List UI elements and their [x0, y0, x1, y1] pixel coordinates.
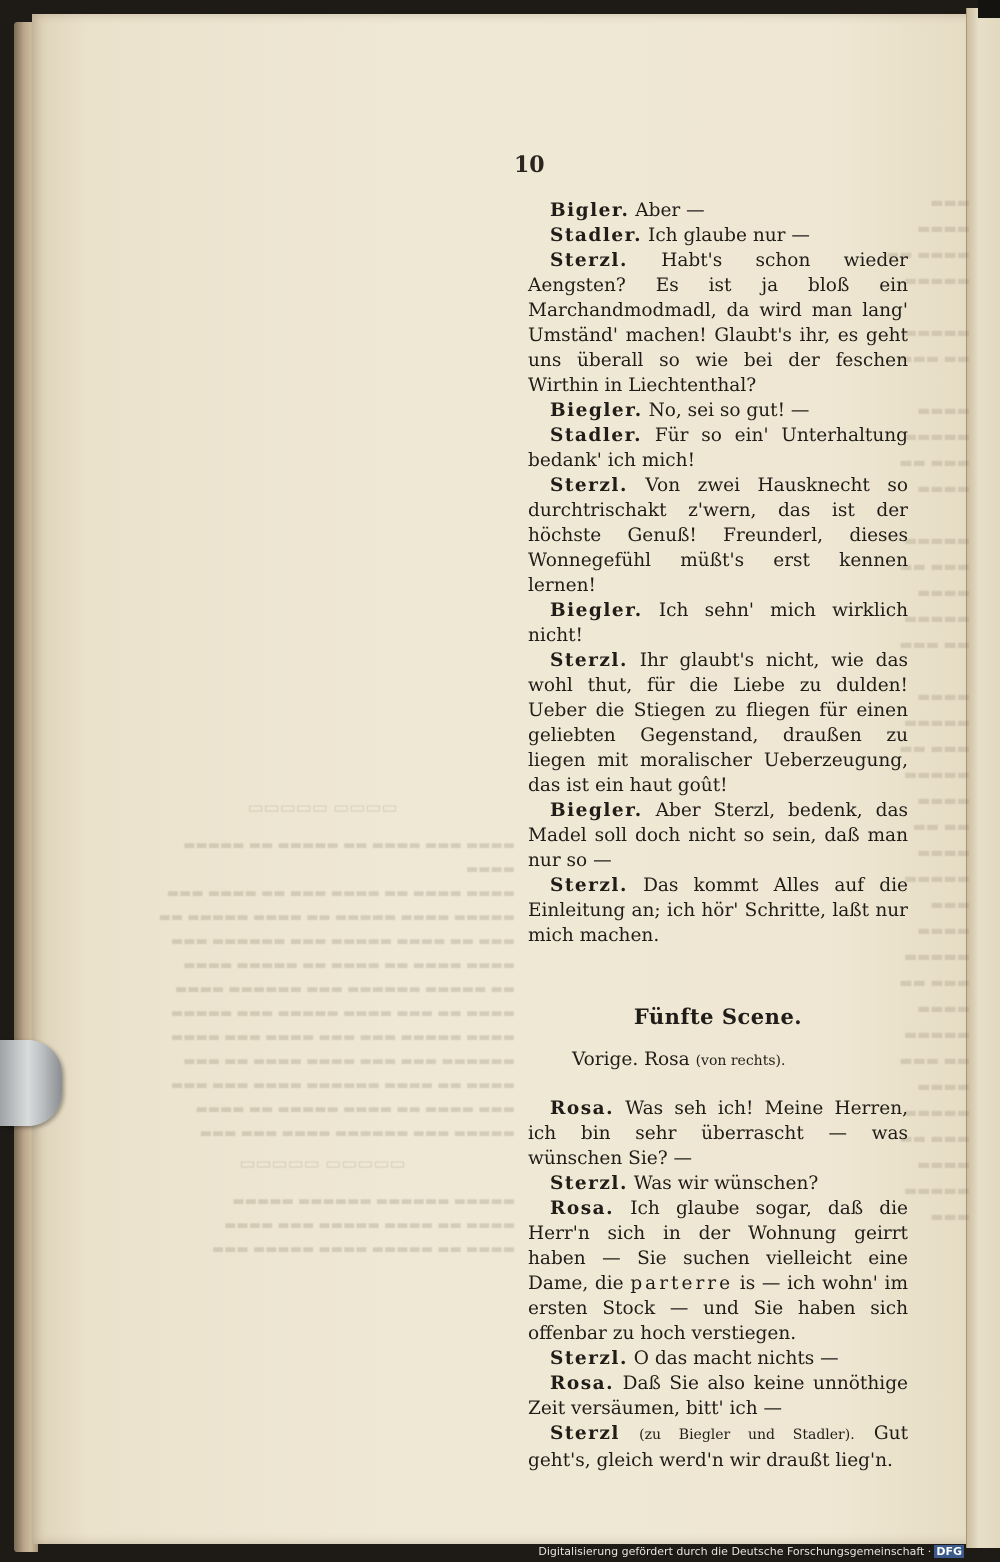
line-text: No, sei so gut! — — [648, 400, 810, 421]
footer-text: Digitalisierung gefördert durch die Deutsche Forschungsgemeinschaft · — [538, 1545, 932, 1558]
cast-line — [528, 1047, 908, 1074]
speaker-name: Sterzl. — [550, 1173, 628, 1194]
speaker-name: Sterzl — [550, 1423, 620, 1444]
dialogue-line — [528, 873, 908, 948]
line-text: Aber Sterzl, bedenk, das Madel soll doch nicht so sein, daß man nur so — — [528, 800, 908, 871]
speaker-name: Rosa. — [550, 1198, 615, 1219]
speaker-name: Rosa. — [550, 1373, 615, 1394]
bleed-through-text-right: ▬▬▬ ▬▬▬▬ ▬▬▬▬ ▬▬ ▬▬▬▬▬ ▬▬▬▬▬ ▬▬ ▬▬▬ ▬▬▬▬ ▬▬▬▬▬ ▬▬▬ ▬▬ ▬▬▬▬ ▬▬▬▬▬ ▬▬▬ ▬▬ ▬▬▬▬ ▬▬▬▬▬ ▬▬ ▬▬▬ ▬▬▬▬ ▬▬▬▬▬ ▬▬▬ ▬▬ ▬▬▬▬▬ ▬▬▬▬ ▬▬ ▬▬ ▬▬▬▬ ▬▬▬▬▬ ▬▬▬ ▬▬▬▬ ▬▬▬▬▬ ▬▬▬ ▬▬ ▬▬▬▬ ▬▬▬▬▬ ▬▬ ▬▬▬ ▬▬▬▬ ▬▬▬▬▬ ▬▬▬ ▬▬ ▬▬▬▬ ▬▬▬▬▬ ▬▬▬ — [886, 195, 970, 1225]
dialogue-line — [528, 223, 908, 248]
page-text — [528, 198, 908, 1473]
line-text: Für so ein' Unterhaltung bedank' ich mich! — [528, 425, 908, 471]
line-text: Was wir wünschen? — [633, 1173, 819, 1194]
dialogue-line — [528, 473, 908, 598]
line-text: Von zwei Hausknecht so durchtrischakt z'wern, das ist der höchste Genuß! Freunderl, dieses Wonnegefühl müßt's erst kennen lernen! — [528, 475, 908, 596]
dialogue-line — [528, 198, 908, 223]
dialogue-line — [528, 1096, 908, 1171]
dialogue-line — [528, 398, 908, 423]
line-text: Ich glaube nur — — [648, 225, 810, 246]
speaker-name: Biegler. — [550, 600, 643, 621]
line-text: Aber — — [635, 200, 705, 221]
speaker-name: Biegler. — [550, 400, 643, 421]
line-text: Ich sehn' mich wirklich nicht! — [528, 600, 908, 646]
page-clip — [0, 1040, 62, 1126]
cast-names: Vorige. Rosa — [572, 1049, 690, 1070]
speaker-name: Biegler. — [550, 800, 643, 821]
dialogue-line — [528, 798, 908, 873]
speaker-name: Sterzl. — [550, 1348, 628, 1369]
line-text: Habt's schon wieder Aengsten? Es ist ja bloß ein Marchandmodmadl, da wird man lang' Umständ' machen! Glaubt's ihr, es geht uns überall so wie bei der feschen Wirthin in Liechtenthal? — [528, 250, 908, 396]
scene-heading: Fünfte Scene. — [633, 1004, 803, 1029]
line-text: Ihr glaubt's nicht, wie das wohl thut, für die Liebe zu dulden! Ueber die Stiegen zu fliegen für einen geliebten Gegenstand, draußen zu liegen mit moralischer Ueberzeugung, das ist ein haut goût! — [528, 650, 908, 796]
dialogue-line — [528, 248, 908, 398]
line-text: Gut geht's, gleich werd'n wir draußt lieg'n. — [528, 1423, 909, 1471]
dialogue-line — [528, 1346, 908, 1371]
next-page-edge — [966, 8, 1000, 1548]
dfg-logo: DFG — [936, 1545, 962, 1558]
dialogue-line — [528, 1171, 908, 1196]
stage-direction: (von rechts). — [695, 1053, 786, 1069]
speaker-name: Stadler. — [550, 225, 643, 246]
line-text: Was seh ich! Meine Herren, ich bin sehr überrascht — was wünschen Sie? — — [528, 1098, 908, 1169]
stage-direction: (zu Biegler und Stadler). — [639, 1427, 855, 1443]
dialogue-line — [528, 1371, 908, 1421]
speaker-name: Rosa. — [550, 1098, 615, 1119]
dialogue-line — [528, 1196, 908, 1346]
line-text: Das kommt Alles auf die Einleitung an; ich hör' Schritte, laßt nur mich machen. — [528, 875, 908, 946]
bleed-through-text: ▭▭▭▭ ▭▭▭▭▭ ▬▬▬▬ ▬▬▬ ▬▬▬▬ ▬▬ ▬▬▬▬▬ ▬▬ ▬▬▬▬▬ ▬▬▬▬ ▬▬▬▬ ▬▬▬▬ ▬▬ ▬▬▬▬ ▬▬▬ ▬▬ ▬▬▬▬ ▬▬▬ ▬▬▬▬▬ ▬▬▬▬ ▬▬▬▬▬ ▬▬ ▬▬▬▬ ▬▬▬▬▬ ▬▬ ▬▬▬ ▬▬ ▬▬▬▬ ▬▬▬▬▬ ▬▬▬ ▬▬▬▬▬▬ ▬▬▬ ▬▬▬▬ ▬▬▬▬ ▬▬ ▬▬▬▬ ▬▬ ▬▬▬▬▬ ▬▬▬▬ ▬▬ ▬▬▬▬▬ ▬▬▬▬▬▬ ▬▬▬ ▬▬▬▬▬▬ ▬▬▬▬ ▬▬▬▬ ▬▬ ▬▬▬ ▬▬▬▬ ▬▬▬▬▬ ▬▬▬ ▬▬▬▬▬ ▬▬▬▬ ▬▬▬▬▬ ▬▬▬ ▬▬▬ ▬▬▬▬ ▬▬▬ ▬▬▬▬ ▬▬▬▬▬▬ ▬▬▬ ▬▬▬ ▬▬▬▬ ▬▬▬▬ ▬▬ ▬▬▬ ▬▬▬▬ ▬▬ ▬▬▬▬ ▬▬▬▬▬▬ ▬▬▬▬ ▬▬▬ ▬▬▬ ▬▬▬ ▬▬▬▬ ▬▬ ▬▬▬▬ ▬▬▬▬▬ ▬▬ ▬▬▬▬ ▬▬▬▬▬ ▬▬▬ ▬▬▬▬▬▬ ▬▬▬▬ ▬▬▬ ▬▬▬ ▭▭▭▭▭ ▭▭▭▭▭ ▬▬▬▬▬ ▬▬▬▬▬▬ ▬▬▬▬▬▬ ▬▬▬▬▬ ▬▬▬▬ ▬▬ ▬▬▬▬ ▬▬▬▬▬ ▬▬▬ ▬▬▬▬ ▬▬▬▬ ▬▬ ▬▬▬▬▬ ▬▬▬▬ ▬▬▬▬▬ ▬▬▬ — [158, 798, 515, 1257]
spaced-word: parterre — [630, 1273, 734, 1294]
dialogue-line — [528, 648, 908, 798]
dialogue-line — [528, 423, 908, 473]
scan-corner — [978, 0, 1000, 18]
dialogue-line — [528, 598, 908, 648]
speaker-name: Stadler. — [550, 425, 643, 446]
digitization-footer — [538, 1545, 964, 1558]
line-text: O das macht nichts — — [633, 1348, 839, 1369]
line-text: Daß Sie also keine unnöthige Zeit versäumen, bitt' ich — — [528, 1373, 908, 1419]
dialogue-line — [528, 1421, 908, 1473]
speaker-name: Sterzl. — [550, 250, 628, 271]
page-number: 10 — [514, 152, 545, 178]
speaker-name: Sterzl. — [550, 650, 628, 671]
line-text: Ich glaube sogar, daß die Herr'n sich in der Wohnung geirrt haben — Sie suchen vielleicht eine Dame, die — [528, 1198, 909, 1294]
speaker-name: Sterzl. — [550, 475, 628, 496]
line-text-continued: is — ich wohn' im ersten Stock — und Sie haben sich offenbar zu hoch verstiegen. — [528, 1273, 908, 1344]
speaker-name: Sterzl. — [550, 875, 628, 896]
speaker-name: Bigler. — [550, 200, 630, 221]
